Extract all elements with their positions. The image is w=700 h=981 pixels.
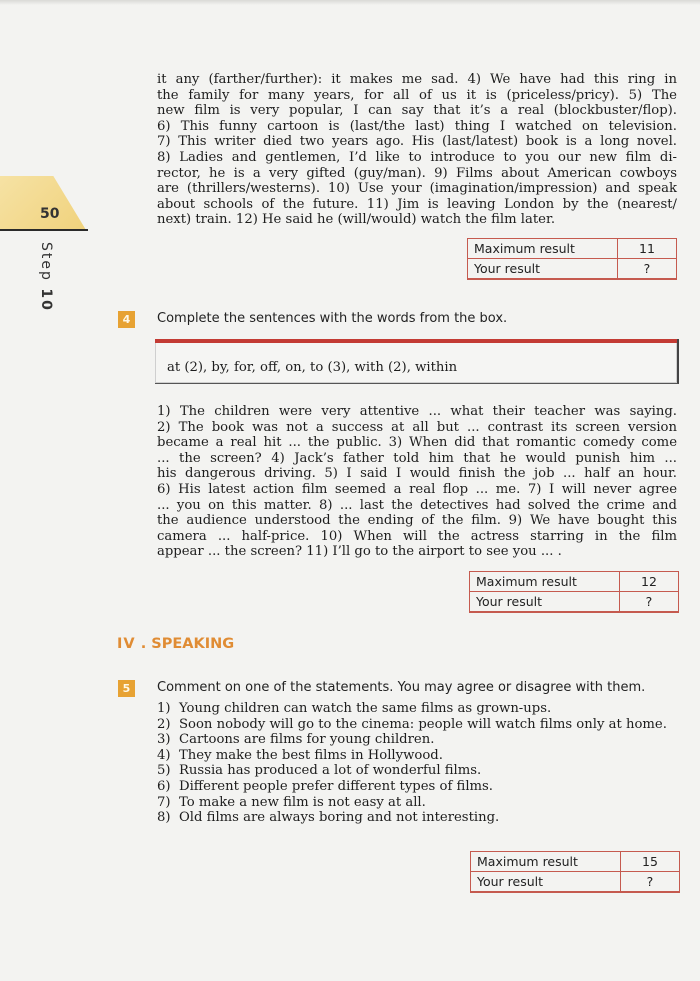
text-line: next) train. 12) He said he (will/would) watch the film later. (157, 212, 556, 228)
item-number: 6) (157, 778, 171, 794)
word-box-words: at (2), by, for, off, on, to (3), with (2), within (167, 360, 458, 375)
list-item (157, 701, 679, 717)
item-text: Soon nobody will go to the cinema: people will watch films only at home. (179, 716, 667, 732)
list-item (157, 763, 679, 779)
your-result-label: Your result (470, 592, 620, 613)
text-line: ... you on this matter. 8) ... last the detectives had solved the crime and (157, 497, 677, 513)
page-top-shadow (0, 0, 700, 5)
exercise-3-text (157, 72, 677, 228)
step-number: 10 (38, 288, 54, 312)
section-title: SPEAKING (151, 636, 235, 652)
item-text: To make a new film is not easy at all. (179, 794, 426, 810)
text-line: new film is very popular, I can say that it’s a real (blockbuster/flop). (157, 103, 677, 119)
text-line: 7) This writer died two years ago. His (last/latest) book is a long novel. (157, 134, 677, 150)
step-label (34, 242, 54, 318)
text-line: became a real hit ... the public. 3) When did that romantic comedy come (157, 435, 677, 451)
your-result-label: Your result (468, 259, 618, 280)
exercise-4-text (157, 404, 677, 560)
your-result-value: ? (618, 259, 677, 280)
text-line: 2) The book was not a success at all but ... contrast its screen version (157, 419, 677, 435)
text-line: his dangerous driving. 5) I said I would finish the job ... half an hour. (157, 466, 677, 482)
list-item (157, 748, 679, 764)
item-text: Old films are always boring and not interesting. (179, 810, 500, 826)
max-result-label: Maximum result (470, 572, 620, 592)
your-result-value: ? (621, 872, 680, 893)
exercise-5-result-table (470, 851, 680, 893)
section-roman-numeral: IV (117, 636, 136, 652)
your-result-row (468, 259, 677, 280)
exercise-3-result-table (467, 238, 677, 280)
item-number: 7) (157, 794, 171, 810)
list-item (157, 779, 679, 795)
max-result-label: Maximum result (468, 239, 618, 259)
item-text: Young children can watch the same films as grown-ups. (179, 701, 552, 716)
text-line: ... the screen? 4) Jack’s father told him that he would punish him ... (157, 450, 677, 466)
item-text: Cartoons are films for young children. (179, 732, 435, 748)
section-dot: . (140, 636, 147, 652)
page-number: 50 (40, 206, 60, 222)
item-text: Russia has produced a lot of wonderful films. (179, 763, 482, 779)
exercise-4-badge: 4 (118, 311, 135, 328)
item-text: Different people prefer different types of films. (179, 778, 494, 794)
item-number: 4) (157, 747, 171, 763)
item-number: 1) (157, 701, 171, 716)
exercise-4-instruction: Complete the sentences with the words from the box. (157, 311, 508, 326)
list-item (157, 795, 679, 811)
max-result-row (468, 239, 677, 259)
item-number: 2) (157, 716, 171, 732)
item-number: 5) (157, 763, 171, 779)
your-result-row (470, 592, 679, 613)
word-box-top-bar (155, 339, 677, 343)
exercise-5-badge: 5 (118, 680, 135, 697)
text-line: the audience understood the ending of the film. 9) We have bought this (157, 513, 677, 529)
your-result-value: ? (620, 592, 679, 613)
max-result-value: 11 (618, 239, 677, 259)
list-item (157, 732, 679, 748)
exercise-4-result-table (469, 571, 679, 613)
text-line: 6) This funny cartoon is (last/the last) thing I watched on television. (157, 118, 677, 134)
item-number: 3) (157, 732, 171, 748)
item-text: They make the best films in Hollywood. (179, 747, 443, 763)
text-line: 8) Ladies and gentlemen, I’d like to introduce to you our new film di- (157, 149, 677, 165)
text-line: appear ... the screen? 11) I’ll go to the airport to see you ... . (157, 544, 562, 560)
max-result-value: 15 (621, 852, 680, 872)
max-result-row (470, 572, 679, 592)
text-line: the family for many years, for all of us it is (priceless/pricy). 5) The (157, 87, 677, 103)
exercise-5-instruction: Comment on one of the statements. You may agree or disagree with them. (157, 680, 646, 695)
text-line: 1) The children were very attentive ... what their teacher was saying. (157, 404, 677, 419)
word-box (155, 339, 679, 384)
item-number: 8) (157, 810, 171, 826)
section-heading (117, 636, 234, 652)
list-item (157, 810, 679, 826)
text-line: about schools of the future. 11) Jim is leaving London by the (nearest/ (157, 196, 677, 212)
statements-list (157, 701, 679, 826)
tab-divider (0, 229, 88, 231)
your-result-row (471, 872, 680, 893)
text-line: rector, he is a very gifted (guy/man). 9) Films about American cowboys (157, 165, 677, 181)
max-result-label: Maximum result (471, 852, 621, 872)
text-line: it any (farther/further): it makes me sad. 4) We have had this ring in (157, 72, 677, 87)
text-line: camera ... half-price. 10) When will the actress starring in the film (157, 528, 677, 544)
max-result-value: 12 (620, 572, 679, 592)
list-item (157, 717, 679, 733)
max-result-row (471, 852, 680, 872)
your-result-label: Your result (471, 872, 621, 893)
text-line: 6) His latest action film seemed a real flop ... me. 7) I will never agree (157, 481, 677, 497)
step-word: Step (38, 242, 54, 282)
text-line: are (thrillers/westerns). 10) Use your (imagination/impression) and speak (157, 181, 677, 197)
